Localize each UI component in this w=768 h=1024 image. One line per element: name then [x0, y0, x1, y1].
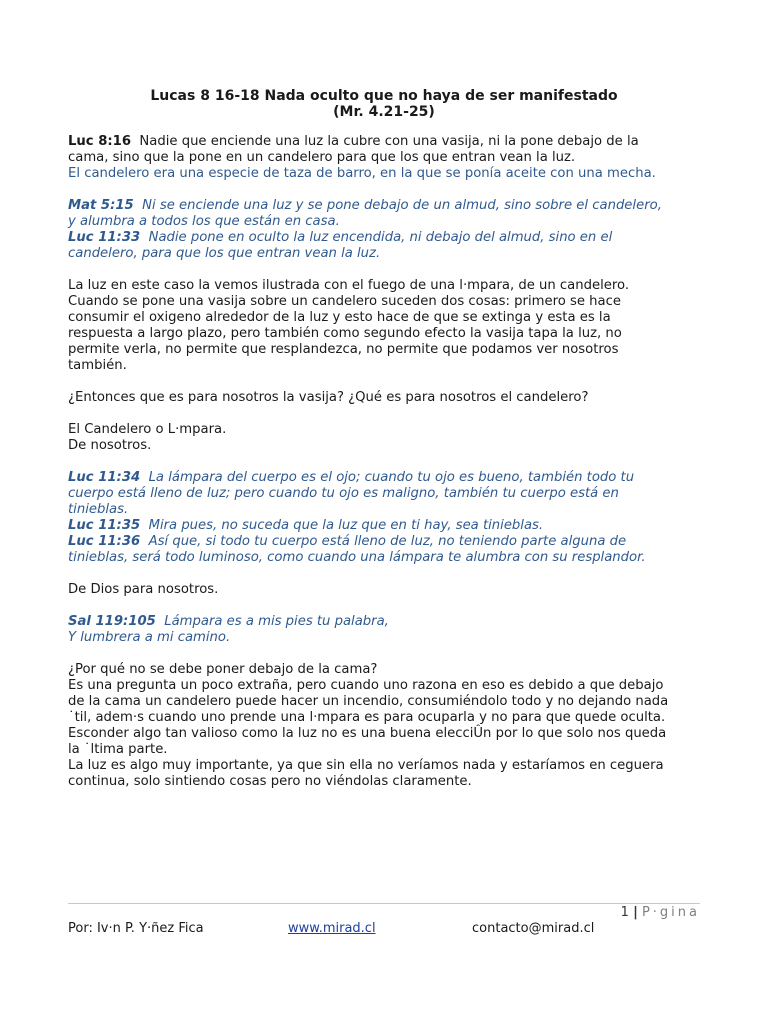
- verse-text: Nadie pone en oculto la luz encendida, ni debajo del almud, sino en el: [148, 230, 613, 245]
- verse-reference: Luc 11:35: [68, 518, 141, 533]
- paragraph-line: Esconder algo tan valioso como la luz no es una buena elecciÛn por lo que solo nos queda: [68, 726, 667, 741]
- verse-text: tinieblas, será todo luminoso, como cuando una lámpara te alumbra con su resplandor.: [68, 550, 646, 565]
- footer-author: Por: Iv·n P. Y·ñez Fica: [68, 921, 204, 936]
- paragraph-line: continua, solo sintiendo cosas pero no viéndolas claramente.: [68, 774, 472, 789]
- verse-text: Y lumbrera a mi camino.: [68, 630, 231, 645]
- paragraph-line: ¿Por qué no se debe poner debajo de la cama?: [68, 662, 378, 677]
- page-footer: [68, 903, 700, 936]
- paragraph-line: respuesta a largo plazo, pero también como segundo efecto la vasija tapa la luz, no: [68, 326, 622, 341]
- answer-line: De nosotros.: [68, 438, 152, 453]
- title-line-2: (Mr. 4.21-25): [333, 104, 435, 120]
- page-number-separator: |: [633, 905, 638, 920]
- page-number-value: 1: [620, 905, 629, 920]
- verse-text: Mira pues, no suceda que la luz que en ti hay, sea tinieblas.: [148, 518, 544, 533]
- verse-text: Así que, si todo tu cuerpo está lleno de luz, no teniendo parte alguna de: [148, 534, 627, 549]
- document-title: [68, 88, 700, 120]
- question-text: ¿Entonces que es para nosotros la vasija? ¿Qué es para nosotros el candelero?: [68, 390, 589, 405]
- answer-paragraph: [68, 422, 700, 454]
- paragraph-line: ˙til, adem·s cuando uno prende una l·mpara es para ocuparla y no para que quede oculta.: [68, 710, 666, 725]
- luc-8-16-block: [68, 134, 700, 182]
- verse-text: tinieblas.: [68, 502, 129, 517]
- verse-reference: Luc 8:16: [68, 134, 132, 149]
- paragraph-line: la ˙ltima parte.: [68, 742, 168, 757]
- document-body: [68, 88, 700, 806]
- verse-text: Lámpara es a mis pies tu palabra,: [164, 614, 389, 629]
- footer-email: contacto@mirad.cl: [472, 921, 595, 936]
- paragraph-line: consumir el oxigeno alrededor de la luz y esto hace de que se extinga y esta es la: [68, 310, 611, 325]
- verse-reference: Luc 11:36: [68, 534, 141, 549]
- paragraph-line: Cuando se pone una vasija sobre un candelero suceden dos cosas: primero se hace: [68, 294, 621, 309]
- scripture-block-3: [68, 614, 700, 646]
- verse-text: y alumbra a todos los que están en casa.: [68, 214, 340, 229]
- verse-text: La lámpara del cuerpo es el ojo; cuando tu ojo es bueno, también todo tu: [148, 470, 635, 485]
- verse-text: Nadie que enciende una luz la cubre con una vasija, ni la pone debajo de la: [139, 134, 639, 149]
- paragraph-line: La luz es algo muy importante, ya que sin ella no veríamos nada y estaríamos en ceguera: [68, 758, 664, 773]
- page-label: P·gina: [641, 905, 700, 920]
- paragraph-line: de la cama un candelero puede hacer un incendio, consumiéndolo todo y no dejando nada: [68, 694, 669, 709]
- footer-divider: [68, 903, 700, 904]
- verse-reference: Mat 5:15: [68, 198, 134, 213]
- verse-reference: Luc 11:33: [68, 230, 141, 245]
- verse-reference: Luc 11:34: [68, 470, 141, 485]
- verse-reference: Sal 119:105: [68, 614, 156, 629]
- luz-paragraph: [68, 278, 700, 374]
- scripture-block-1: [68, 198, 700, 262]
- paragraph-line: La luz en este caso la vemos ilustrada con el fuego de una l·mpara, de un candelero.: [68, 278, 630, 293]
- footer-website-link[interactable]: www.mirad.cl: [288, 921, 376, 936]
- verse-text: candelero, para que los que entran vean la luz.: [68, 246, 381, 261]
- verse-text: cama, sino que la pone en un candelero para que los que entran vean la luz.: [68, 150, 576, 165]
- verse-text: cuerpo está lleno de luz; pero cuando tu ojo es maligno, también tu cuerpo está en: [68, 486, 619, 501]
- scripture-block-2: [68, 470, 700, 566]
- de-dios-text: De Dios para nosotros.: [68, 582, 219, 597]
- question-paragraph: [68, 390, 700, 406]
- candelero-note: El candelero era una especie de taza de barro, en la que se ponía aceite con una mecha.: [68, 166, 656, 181]
- verse-text: Ni se enciende una luz y se pone debajo de un almud, sino sobre el candelero,: [142, 198, 662, 213]
- paragraph-line: también.: [68, 358, 127, 373]
- title-line-1: Lucas 8 16-18 Nada oculto que no haya de ser manifestado: [150, 88, 618, 104]
- paragraph-line: Es una pregunta un poco extraña, pero cuando uno razona en eso es debido a que debajo: [68, 678, 664, 693]
- final-paragraph: [68, 662, 700, 790]
- de-dios-paragraph: [68, 582, 700, 598]
- page-number: [621, 905, 700, 920]
- answer-line: El Candelero o L·mpara.: [68, 422, 227, 437]
- paragraph-line: permite verla, no permite que resplandezca, no permite que podamos ver nosotros: [68, 342, 619, 357]
